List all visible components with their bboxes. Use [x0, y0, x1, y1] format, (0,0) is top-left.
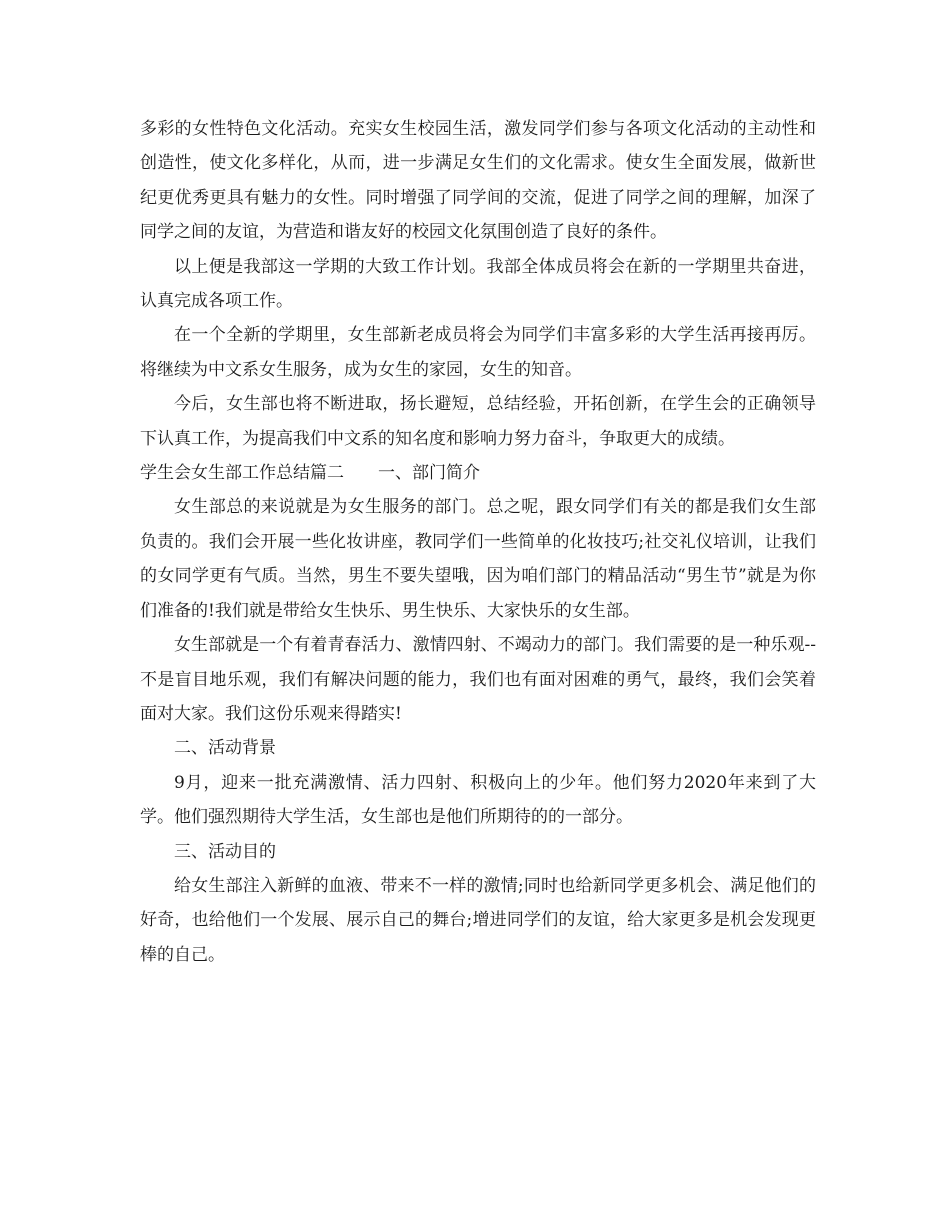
paragraph-future: 今后，女生部也将不断进取，扬长避短，总结经验，开拓创新，在学生会的正确领导下认真工作，为提高我们中文系的知名度和影响力努力奋斗，争取更大的成绩。 [140, 394, 816, 449]
paragraph-activity-background: 9月，迎来一批充满激情、活力四射、积极向上的少年。他们努力2020年来到了大学。他们强烈期待大学生活，女生部也是他们所期待的的一部分。 [140, 772, 816, 828]
heading-activity-background: 二、活动背景 [174, 738, 276, 759]
paragraph-continuation: 多彩的女性特色文化活动。充实女生校园生活，激发同学们参与各项文化活动的主动性和创造性，使文化多样化，从而，进一步满足女生们的文化需求。使女生全面发展，做新世纪更优秀更具有魅力的女性。同时增强了同学间的交流，促进了同学之间的理解，加深了同学之间的友谊，为营造和谐友好的校园文化氛围创造了良好的条件。 [140, 119, 816, 243]
paragraph-department-spirit: 女生部就是一个有着青春活力、激情四射、不竭动力的部门。我们需要的是一种乐观--不是盲目地乐观，我们有解决问题的能力，我们也有面对困难的勇气，最终，我们会笑着面对大家。我们这份乐观来得踏实! [140, 635, 816, 724]
heading-activity-purpose: 三、活动目的 [174, 841, 276, 862]
section-title-part-two: 学生会女生部工作总结篇二 一、部门简介 [140, 463, 480, 484]
paragraph-activity-purpose: 给女生部注入新鲜的血液、带来不一样的激情;同时也给新同学更多机会、满足他们的好奇，也给他们一个发展、展示自己的舞台;增进同学们的友谊，给大家更多是机会发现更棒的自己。 [140, 875, 816, 965]
paragraph-new-semester: 在一个全新的学期里，女生部新老成员将会为同学们丰富多彩的大学生活再接再厉。将继续为中文系女生服务，成为女生的家园，女生的知音。 [140, 325, 816, 380]
paragraph-work-plan: 以上便是我部这一学期的大致工作计划。我部全体成员将会在新的一学期里共奋进，认真完成各项工作。 [140, 256, 816, 312]
paragraph-department-intro: 女生部总的来说就是为女生服务的部门。总之呢，跟女同学们有关的都是我们女生部负责的。我们会开展一些化妆讲座，教同学们一些简单的化妆技巧;社交礼仪培训，让我们的女同学更有气质。当然，男生不要失望哦，因为咱们部门的精品活动“男生节”就是为你们准备的!我们就是带给女生快乐、男生快乐、大家快乐的女生部。 [140, 497, 816, 621]
document-body [140, 112, 816, 972]
